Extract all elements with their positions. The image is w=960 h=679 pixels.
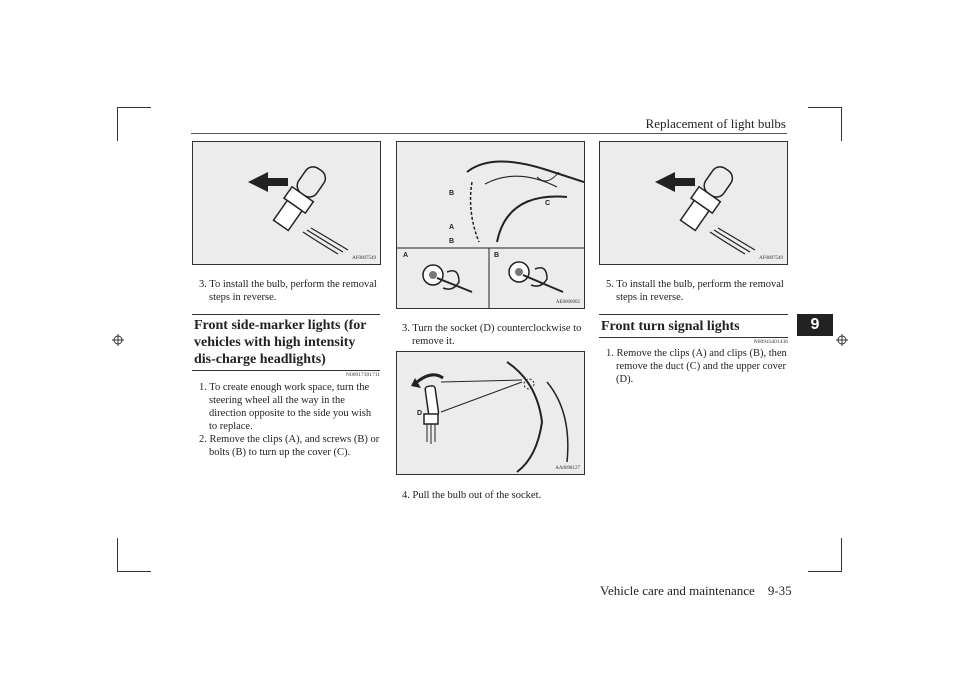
section-rule-top	[192, 314, 380, 315]
crop-mark	[117, 107, 118, 141]
registration-mark	[836, 334, 848, 346]
section-heading-turn-signal: Front turn signal lights	[601, 319, 740, 334]
figure-socket	[396, 351, 585, 475]
chapter-tab: 9	[797, 314, 833, 336]
figure-code: AF0007549	[352, 256, 376, 261]
page-footer: Vehicle care and maintenance 9-35	[600, 583, 792, 598]
col3-step5-block	[606, 278, 788, 304]
col3-steps	[606, 347, 788, 386]
section-rule-bottom	[599, 337, 788, 338]
fig-label-c: C	[545, 200, 551, 207]
col2-step3-block	[402, 322, 584, 348]
fig-label-a: A	[449, 224, 455, 231]
figure-code: AE0000002	[555, 300, 580, 305]
step-1-text: 1. Remove the clips (A) and clips (B), then remove the duct (C) and the upper cover (D).	[606, 348, 787, 385]
step-5-text: 5. To install the bulb, perform the removal steps in reverse.	[606, 279, 784, 303]
section-rule-top	[599, 314, 788, 315]
bulb-illustration	[600, 142, 787, 264]
cover-clips-illustration	[397, 142, 584, 308]
step-1-text: 1. To create enough work space, turn the steering wheel all the way in the direction opposite to the side you wish to replace.	[199, 382, 372, 432]
figure-bulb	[599, 141, 788, 265]
fig-label-b: B	[494, 252, 500, 259]
socket-illustration	[397, 352, 584, 474]
crop-mark	[117, 107, 151, 108]
fig-label-a: A	[403, 252, 409, 259]
step-3-text: 3. Turn the socket (D) counterclockwise to remove it.	[402, 323, 582, 347]
figure-code: AA0098127	[555, 466, 580, 471]
figure-bulb	[192, 141, 381, 265]
section-code: N00917301711	[345, 372, 380, 378]
step-4-text: 4. Pull the bulb out of the socket.	[402, 490, 542, 501]
fig-label-d: D	[417, 410, 423, 417]
crop-mark	[808, 107, 842, 108]
fig-label-b: B	[449, 238, 455, 245]
step-3-text: 3. To install the bulb, perform the removal steps in reverse.	[199, 279, 377, 303]
section-heading-side-marker: Front side-marker lights (for vehicles with high intensity dis-charge headlights)	[194, 318, 367, 367]
crop-mark	[841, 538, 842, 572]
col1-step3-block	[199, 278, 379, 304]
col1-steps	[199, 381, 381, 459]
col2-step4-block	[402, 489, 584, 502]
step-2-text: 2. Remove the clips (A), and screws (B) or bolts (B) to turn up the cover (C).	[199, 434, 380, 458]
figure-code: AF0007549	[759, 256, 783, 261]
section-rule-bottom	[192, 370, 380, 371]
page-header-title: Replacement of light bulbs	[645, 116, 786, 131]
bulb-illustration	[193, 142, 380, 264]
crop-mark	[808, 571, 842, 572]
fig-label-b: B	[449, 190, 455, 197]
figure-cover-clips	[396, 141, 585, 309]
crop-mark	[117, 571, 151, 572]
section-code: N00943401436	[753, 339, 788, 345]
crop-mark	[841, 107, 842, 141]
header-rule	[191, 133, 787, 134]
registration-mark	[112, 334, 124, 346]
crop-mark	[117, 538, 118, 572]
